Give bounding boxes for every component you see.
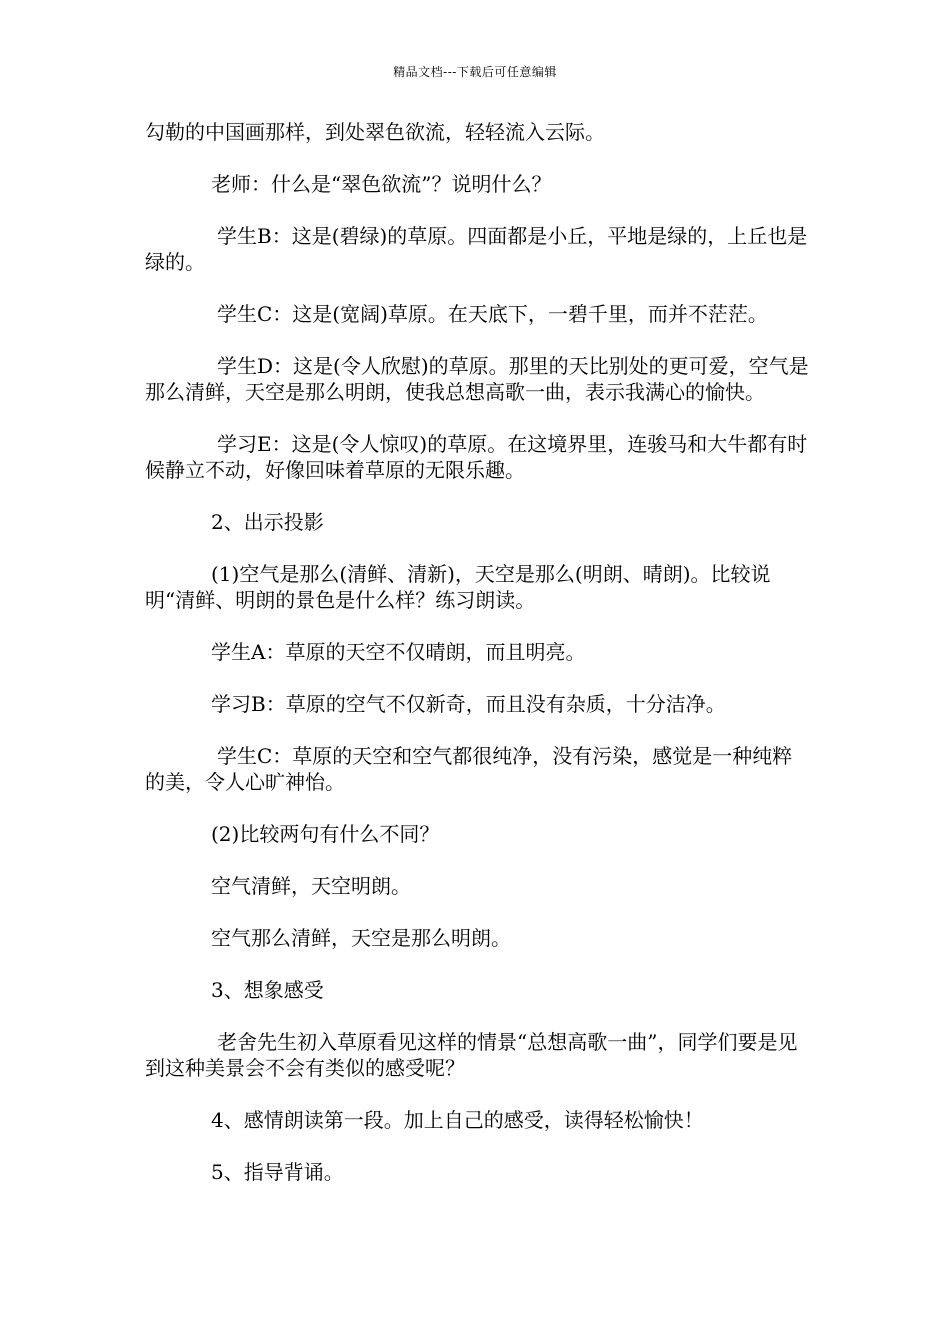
paragraph: 4、感情朗读第一段。加上自己的感受，读得轻松愉快！ (211, 1108, 704, 1132)
paragraph: 学生A：草原的天空不仅晴朗，而且明亮。 (211, 640, 586, 664)
paragraph: 学生C：这是(宽阔)草原。在天底下，一碧千里，而并不茫茫。 (217, 302, 768, 326)
paragraph: 学生B：这是(碧绿)的草原。四面都是小丘，平地是绿的，上丘也是绿的。 (145, 224, 808, 274)
paragraph: 学习B：草原的空气不仅新奇，而且没有杂质，十分洁净。 (211, 692, 726, 716)
page-header: 精品文档---下载后可任意编辑 (393, 65, 557, 79)
paragraph: 2、出示投影 (211, 510, 324, 534)
paragraph: 3、想象感受 (211, 978, 324, 1002)
paragraph: 空气清鲜，天空明朗。 (211, 874, 411, 898)
paragraph: 学习E：这是(令人惊叹)的草原。在这境界里，连骏马和大牛都有时候静立不动，好像回味着草原的无限乐趣。 (145, 432, 808, 482)
paragraph: 老舍先生初入草原看见这样的情景“总想高歌一曲”，同学们要是见到这种美景会不会有类似的感受呢？ (145, 1030, 798, 1080)
paragraph: 学生C：草原的天空和空气都很纯净，没有污染，感觉是一种纯粹的美，令人心旷神怡。 (145, 744, 793, 794)
document-body (145, 119, 810, 1211)
paragraph: (2)比较两句有什么不同？ (211, 822, 440, 846)
paragraph: 勾勒的中国画那样，到处翠色欲流，轻轻流入云际。 (145, 120, 605, 144)
paragraph: 老师：什么是“翠色欲流”？说明什么？ (211, 172, 552, 196)
paragraph: (1)空气是那么(清鲜、清新)，天空是那么(明朗、晴朗)。比较说明“清鲜、明朗的景色是什么样？练习朗读。 (145, 562, 771, 612)
paragraph: 5、指导背诵。 (211, 1160, 344, 1184)
paragraph: 学生D：这是(令人欣慰)的草原。那里的天比别处的更可爱，空气是那么清鲜，天空是那么明朗，使我总想高歌一曲，表示我满心的愉快。 (145, 354, 809, 404)
paragraph: 空气那么清鲜，天空是那么明朗。 (211, 926, 511, 950)
